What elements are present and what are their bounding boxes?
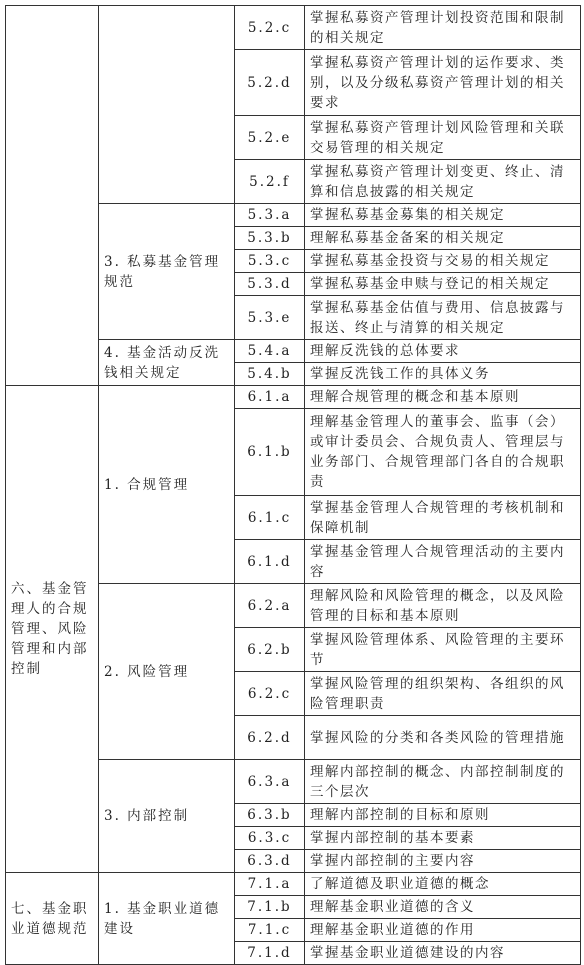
table-row xyxy=(6,6,581,50)
item-code: 6.3.d xyxy=(235,850,305,873)
item-code: 5.2.e xyxy=(235,116,305,160)
item-code: 5.3.a xyxy=(235,204,305,227)
section-cell: 1. 合规管理 xyxy=(99,386,235,584)
item-code: 5.2.d xyxy=(235,50,305,116)
item-code: 6.1.b xyxy=(235,409,305,496)
item-code: 5.3.e xyxy=(235,296,305,340)
item-code: 5.2.c xyxy=(235,6,305,50)
item-text: 掌握风险的分类和各类风险的管理措施 xyxy=(305,716,581,760)
item-text: 掌握内部控制的基本要素 xyxy=(305,827,581,850)
item-text: 掌握私募基金投资与交易的相关规定 xyxy=(305,250,581,273)
item-text: 掌握基金管理人合规管理的考核机制和保障机制 xyxy=(305,496,581,540)
category-cell: 六、基金管理人的合规管理、风险管理和内部控制 xyxy=(6,386,99,873)
item-text: 理解风险和风险管理的概念，以及风险管理的目标和基本原则 xyxy=(305,584,581,628)
item-text: 掌握私募基金申赎与登记的相关规定 xyxy=(305,273,581,296)
item-code: 6.1.c xyxy=(235,496,305,540)
category-cell: 七、基金职业道德规范 xyxy=(6,873,99,965)
item-text: 掌握内部控制的主要内容 xyxy=(305,850,581,873)
item-text: 理解内部控制的概念、内部控制制度的三个层次 xyxy=(305,760,581,804)
section-cell: 3. 内部控制 xyxy=(99,760,235,873)
item-code: 5.4.a xyxy=(235,340,305,363)
item-code: 6.3.b xyxy=(235,804,305,827)
item-text: 掌握风险管理体系、风险管理的主要环节 xyxy=(305,628,581,672)
item-text: 掌握基金职业道德建设的内容 xyxy=(305,942,581,965)
item-code: 6.1.d xyxy=(235,540,305,584)
item-code: 6.2.b xyxy=(235,628,305,672)
item-code: 5.4.b xyxy=(235,363,305,386)
item-text: 理解私募基金备案的相关规定 xyxy=(305,227,581,250)
item-code: 6.3.a xyxy=(235,760,305,804)
section-cell-continued xyxy=(99,6,235,204)
table-row xyxy=(6,873,581,896)
section-cell: 4. 基金活动反洗钱相关规定 xyxy=(99,340,235,386)
table-row xyxy=(6,386,581,409)
item-code: 7.1.a xyxy=(235,873,305,896)
section-cell: 3. 私募基金管理规范 xyxy=(99,204,235,340)
item-text: 掌握私募资产管理计划变更、终止、清算和信息披露的相关规定 xyxy=(305,160,581,204)
item-code: 7.1.d xyxy=(235,942,305,965)
item-code: 7.1.c xyxy=(235,919,305,942)
item-text: 掌握基金管理人合规管理活动的主要内容 xyxy=(305,540,581,584)
item-code: 5.3.b xyxy=(235,227,305,250)
item-text: 理解基金职业道德的作用 xyxy=(305,919,581,942)
item-text: 掌握私募资产管理计划投资范围和限制的相关规定 xyxy=(305,6,581,50)
item-code: 6.2.c xyxy=(235,672,305,716)
item-code: 5.2.f xyxy=(235,160,305,204)
item-text: 理解合规管理的概念和基本原则 xyxy=(305,386,581,409)
item-text: 理解基金职业道德的含义 xyxy=(305,896,581,919)
item-text: 了解道德及职业道德的概念 xyxy=(305,873,581,896)
item-text: 掌握风险管理的组织架构、各组织的风险管理职责 xyxy=(305,672,581,716)
category-cell-continued xyxy=(6,6,99,386)
item-text: 掌握私募基金估值与费用、信息披露与报送、终止与清算的相关规定 xyxy=(305,296,581,340)
item-code: 5.3.c xyxy=(235,250,305,273)
item-text: 掌握私募资产管理计划的运作要求、类别，以及分级私募资产管理计划的相关要求 xyxy=(305,50,581,116)
item-code: 6.2.a xyxy=(235,584,305,628)
section-cell: 2. 风险管理 xyxy=(99,584,235,760)
item-code: 6.2.d xyxy=(235,716,305,760)
item-code: 7.1.b xyxy=(235,896,305,919)
item-text: 掌握私募基金募集的相关规定 xyxy=(305,204,581,227)
item-text: 理解反洗钱的总体要求 xyxy=(305,340,581,363)
section-cell: 1. 基金职业道德建设 xyxy=(99,873,235,965)
syllabus-table xyxy=(5,5,581,965)
item-text: 理解基金管理人的董事会、监事（会）或审计委员会、合规负责人、管理层与业务部门、合规管理部门各自的合规职责 xyxy=(305,409,581,496)
item-code: 6.1.a xyxy=(235,386,305,409)
item-code: 5.3.d xyxy=(235,273,305,296)
item-text: 掌握反洗钱工作的具体义务 xyxy=(305,363,581,386)
item-text: 理解内部控制的目标和原则 xyxy=(305,804,581,827)
item-text: 掌握私募资产管理计划风险管理和关联交易管理的相关规定 xyxy=(305,116,581,160)
item-code: 6.3.c xyxy=(235,827,305,850)
